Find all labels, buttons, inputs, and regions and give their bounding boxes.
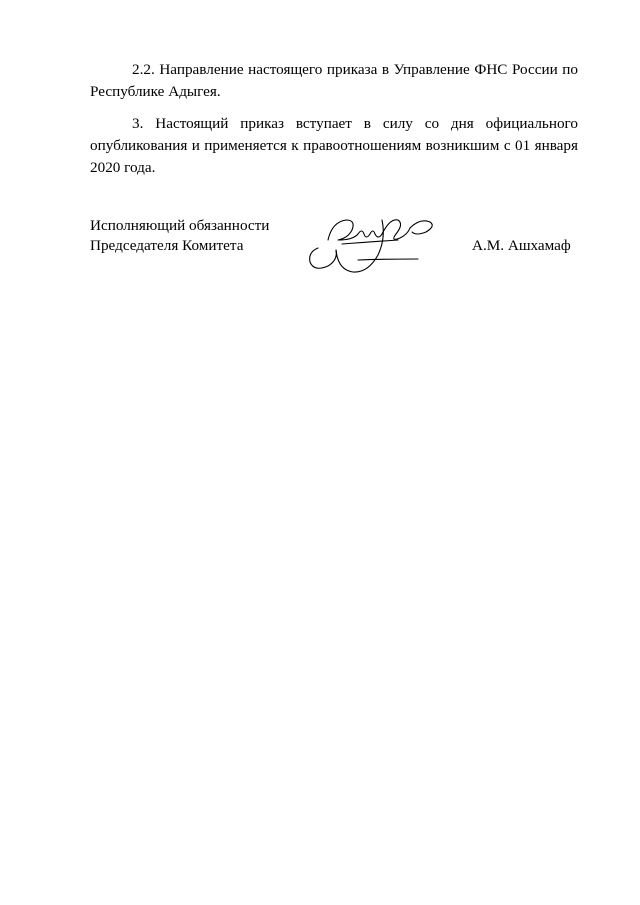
- signer-position-line-1: Исполняющий обязанности: [90, 217, 270, 234]
- paragraph-3: [90, 113, 578, 179]
- paragraph-3-line-3: 2020 года.: [90, 159, 156, 176]
- paragraph-3-line-1: 3. Настоящий приказ вступает в силу со дня официального: [132, 115, 578, 132]
- paragraph-3-line-2: опубликования и применяется к правоотношениям возникшим с 01 января: [90, 137, 578, 154]
- signer-position-line-2: Председателя Комитета: [90, 237, 244, 254]
- paragraph-2-2-line-2: Республике Адыгея.: [90, 83, 221, 100]
- signer-position: [90, 216, 269, 256]
- signer-name: А.М. Ашхамаф: [472, 237, 571, 254]
- handwritten-signature: [298, 200, 448, 282]
- paragraph-2-2-line-1: 2.2. Направление настоящего приказа в Управление ФНС России по: [132, 61, 578, 78]
- paragraph-2-2: [90, 59, 578, 103]
